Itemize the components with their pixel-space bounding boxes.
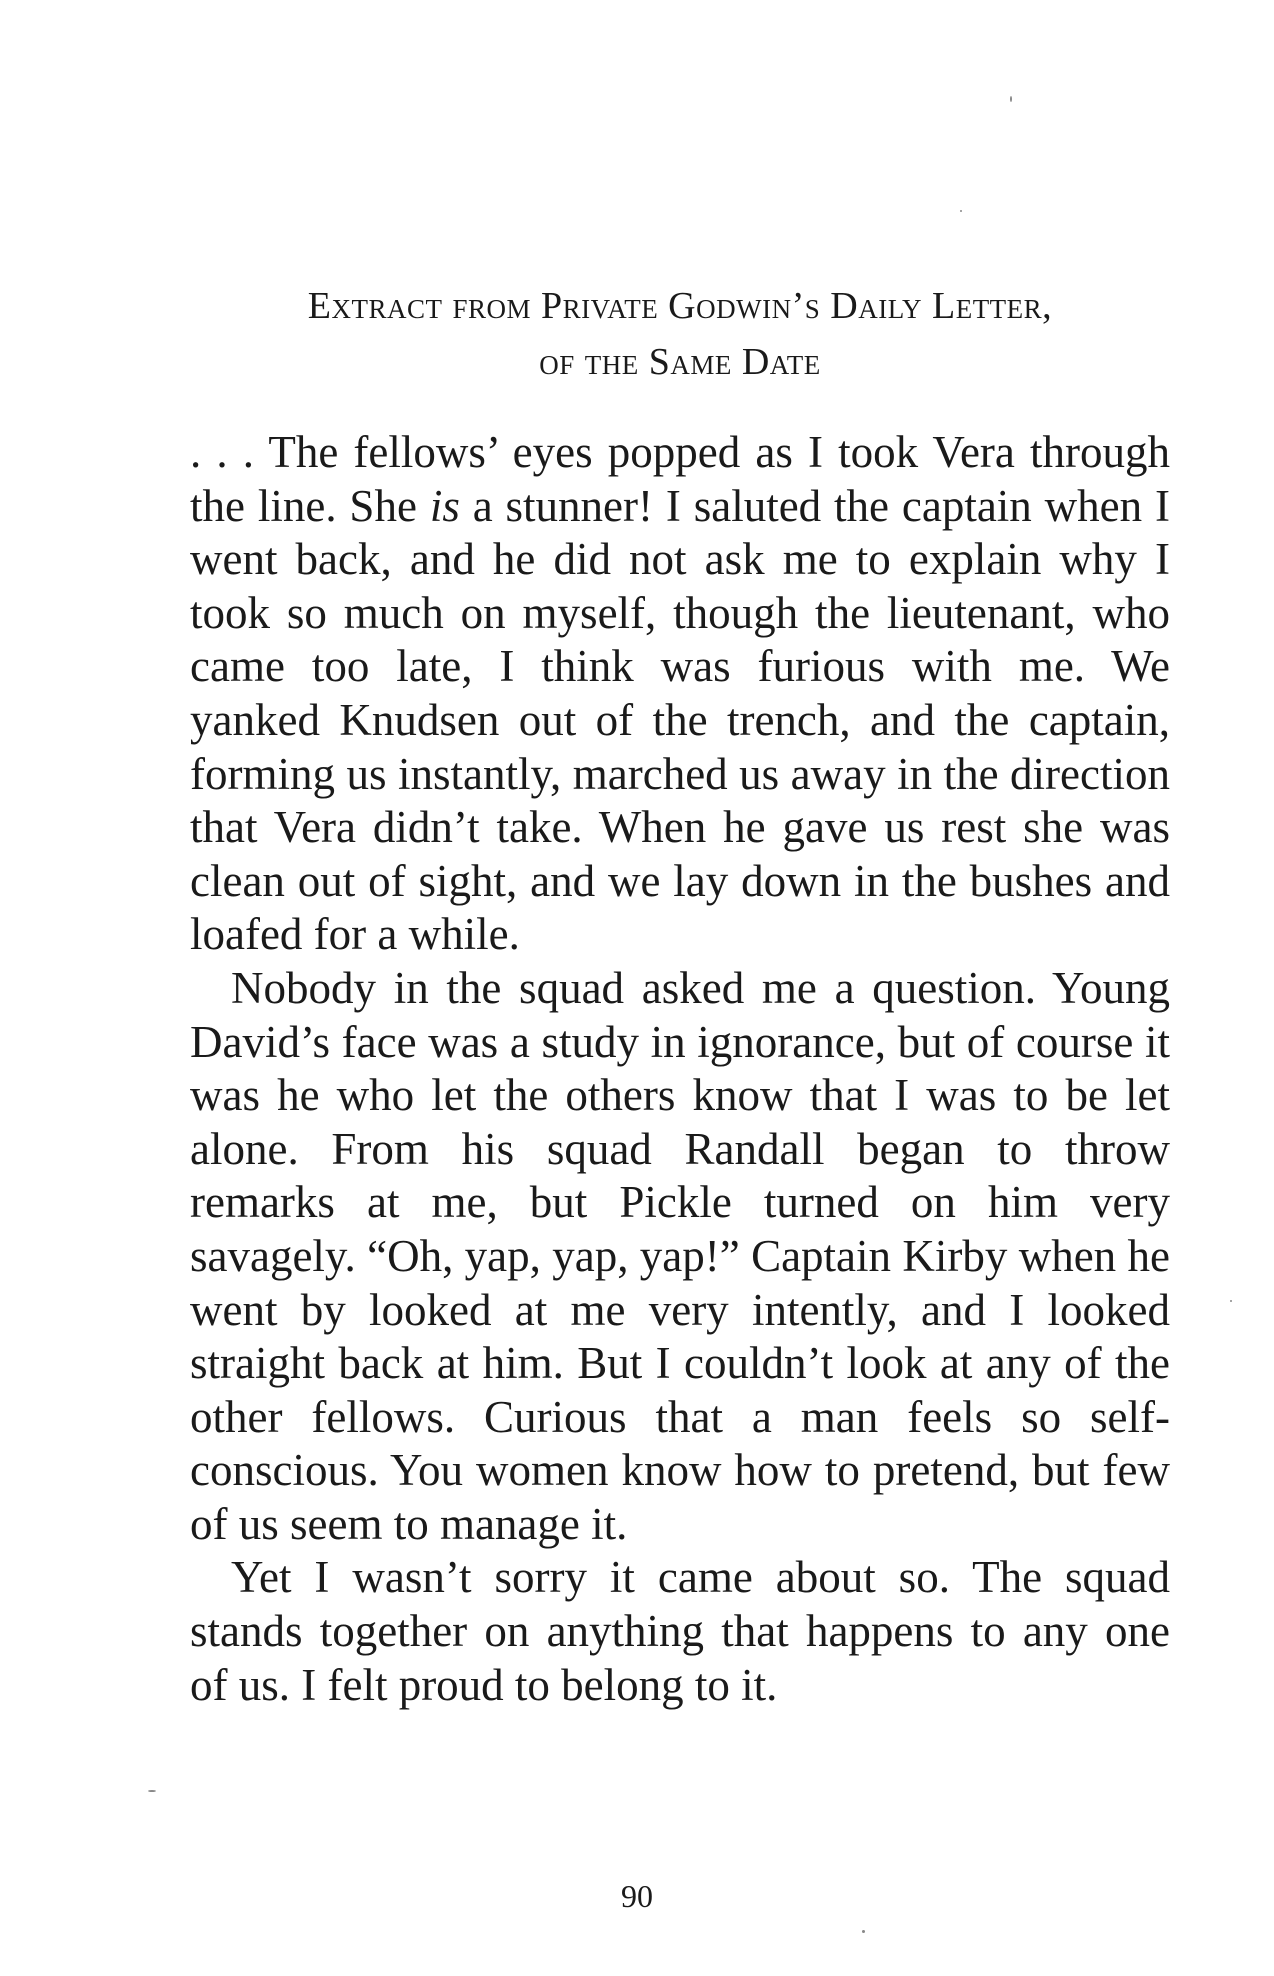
paper-speck	[148, 1790, 156, 1792]
section-heading	[190, 278, 1170, 390]
paragraph-2: Nobody in the squad asked me a question. Young David’s face was a study in ignorance, but of course it was he who let the others know that I was to be let alone. From his squad Randall began to throw remarks at me, but Pickle turned on him very savagely. “Oh, yap, yap, yap!” Captain Kirby when he went by looked at me very intently, and I looked straight back at him. But I couldn’t look at any of the other fellows. Curious that a man feels so self-conscious. You women know how to pretend, but few of us seem to manage it.	[190, 962, 1170, 1549]
paragraph-3: Yet I wasn’t sorry it came about so. The squad stands together on anything that happens to any one of us. I felt proud to belong to it.	[190, 1552, 1170, 1710]
heading-line-2: of the Same Date	[539, 341, 821, 383]
paper-speck	[1010, 96, 1012, 102]
paragraph-1-rest: a stunner! I saluted the captain when I went back, and he did not ask me to explain why I took so much on myself, though the lieutenant, who came too late, I think was furious with me. We yanked Knudsen out of the trench, and the captain, forming us instantly, marched us away in the direction that Vera didn’t take. When he gave us rest she was clean out of sight, and we lay down in the bushes and loafed for a while.	[190, 480, 1170, 960]
paper-speck	[1230, 1300, 1232, 1302]
page-number: 90	[621, 1878, 653, 1914]
paragraph-1-start: . . . The fellows’ eyes popped as I took Vera through the line. She	[190, 427, 1170, 531]
body-text	[190, 426, 1170, 1712]
emphasis-is: is	[429, 480, 460, 531]
heading-line-1: Extract from Private Godwin’s Daily Letter,	[307, 285, 1053, 327]
paragraph-1	[190, 426, 1170, 962]
paper-speck	[862, 1930, 865, 1933]
paper-speck	[960, 210, 962, 212]
